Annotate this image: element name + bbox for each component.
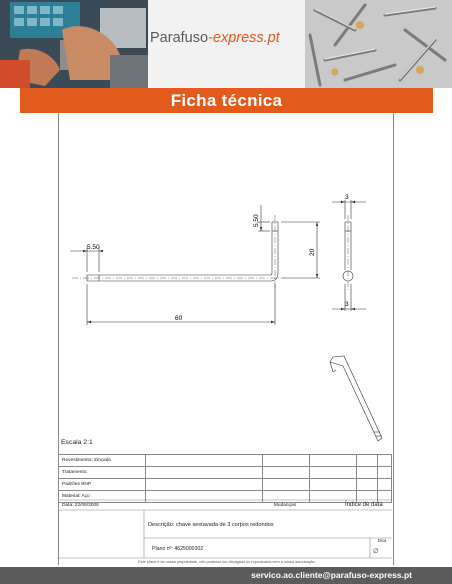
contact-email-link[interactable]: servico.ao.cliente@parafuso-express.pt: [251, 570, 412, 580]
dimension-label: 60: [175, 315, 183, 322]
brand-accent: -express.pt: [208, 30, 280, 46]
diameter-symbol: ∅: [373, 548, 379, 555]
description-label: Descrição: chave sextavada de 3 corpos redondos: [148, 522, 274, 528]
index-label: Índice de data: [345, 502, 383, 508]
dimension-label: 5.50: [87, 244, 100, 251]
treatment-cell: Tratamento:: [59, 467, 146, 479]
page-title: Ficha técnica: [20, 88, 433, 113]
footer: [0, 567, 452, 584]
brand-main: Parafuso: [150, 30, 209, 46]
standards-cell: Padrões BNP: [59, 479, 146, 491]
material-cell: Material: Aço: [59, 491, 146, 503]
date-label: Data: 22/06/2006: [62, 503, 99, 508]
copyright-note: Este plano é de nossa propriedade, não podendo ser divulgado ou reproduzido sem a nossa autorização.: [138, 560, 316, 564]
revision-label: Dica: [378, 538, 387, 543]
dimension-label: 3: [345, 301, 349, 308]
coating-cell: Revestimento: Zincado: [59, 455, 146, 467]
dimension-label: 20: [309, 248, 316, 256]
plan-number: Plano nº: 4625000302: [152, 546, 204, 552]
dimension-label: 3: [345, 194, 349, 201]
scale-label: Escala 2:1: [61, 439, 93, 446]
changes-label: Mudanças: [273, 503, 297, 508]
dimension-label: 5.50: [253, 214, 260, 227]
